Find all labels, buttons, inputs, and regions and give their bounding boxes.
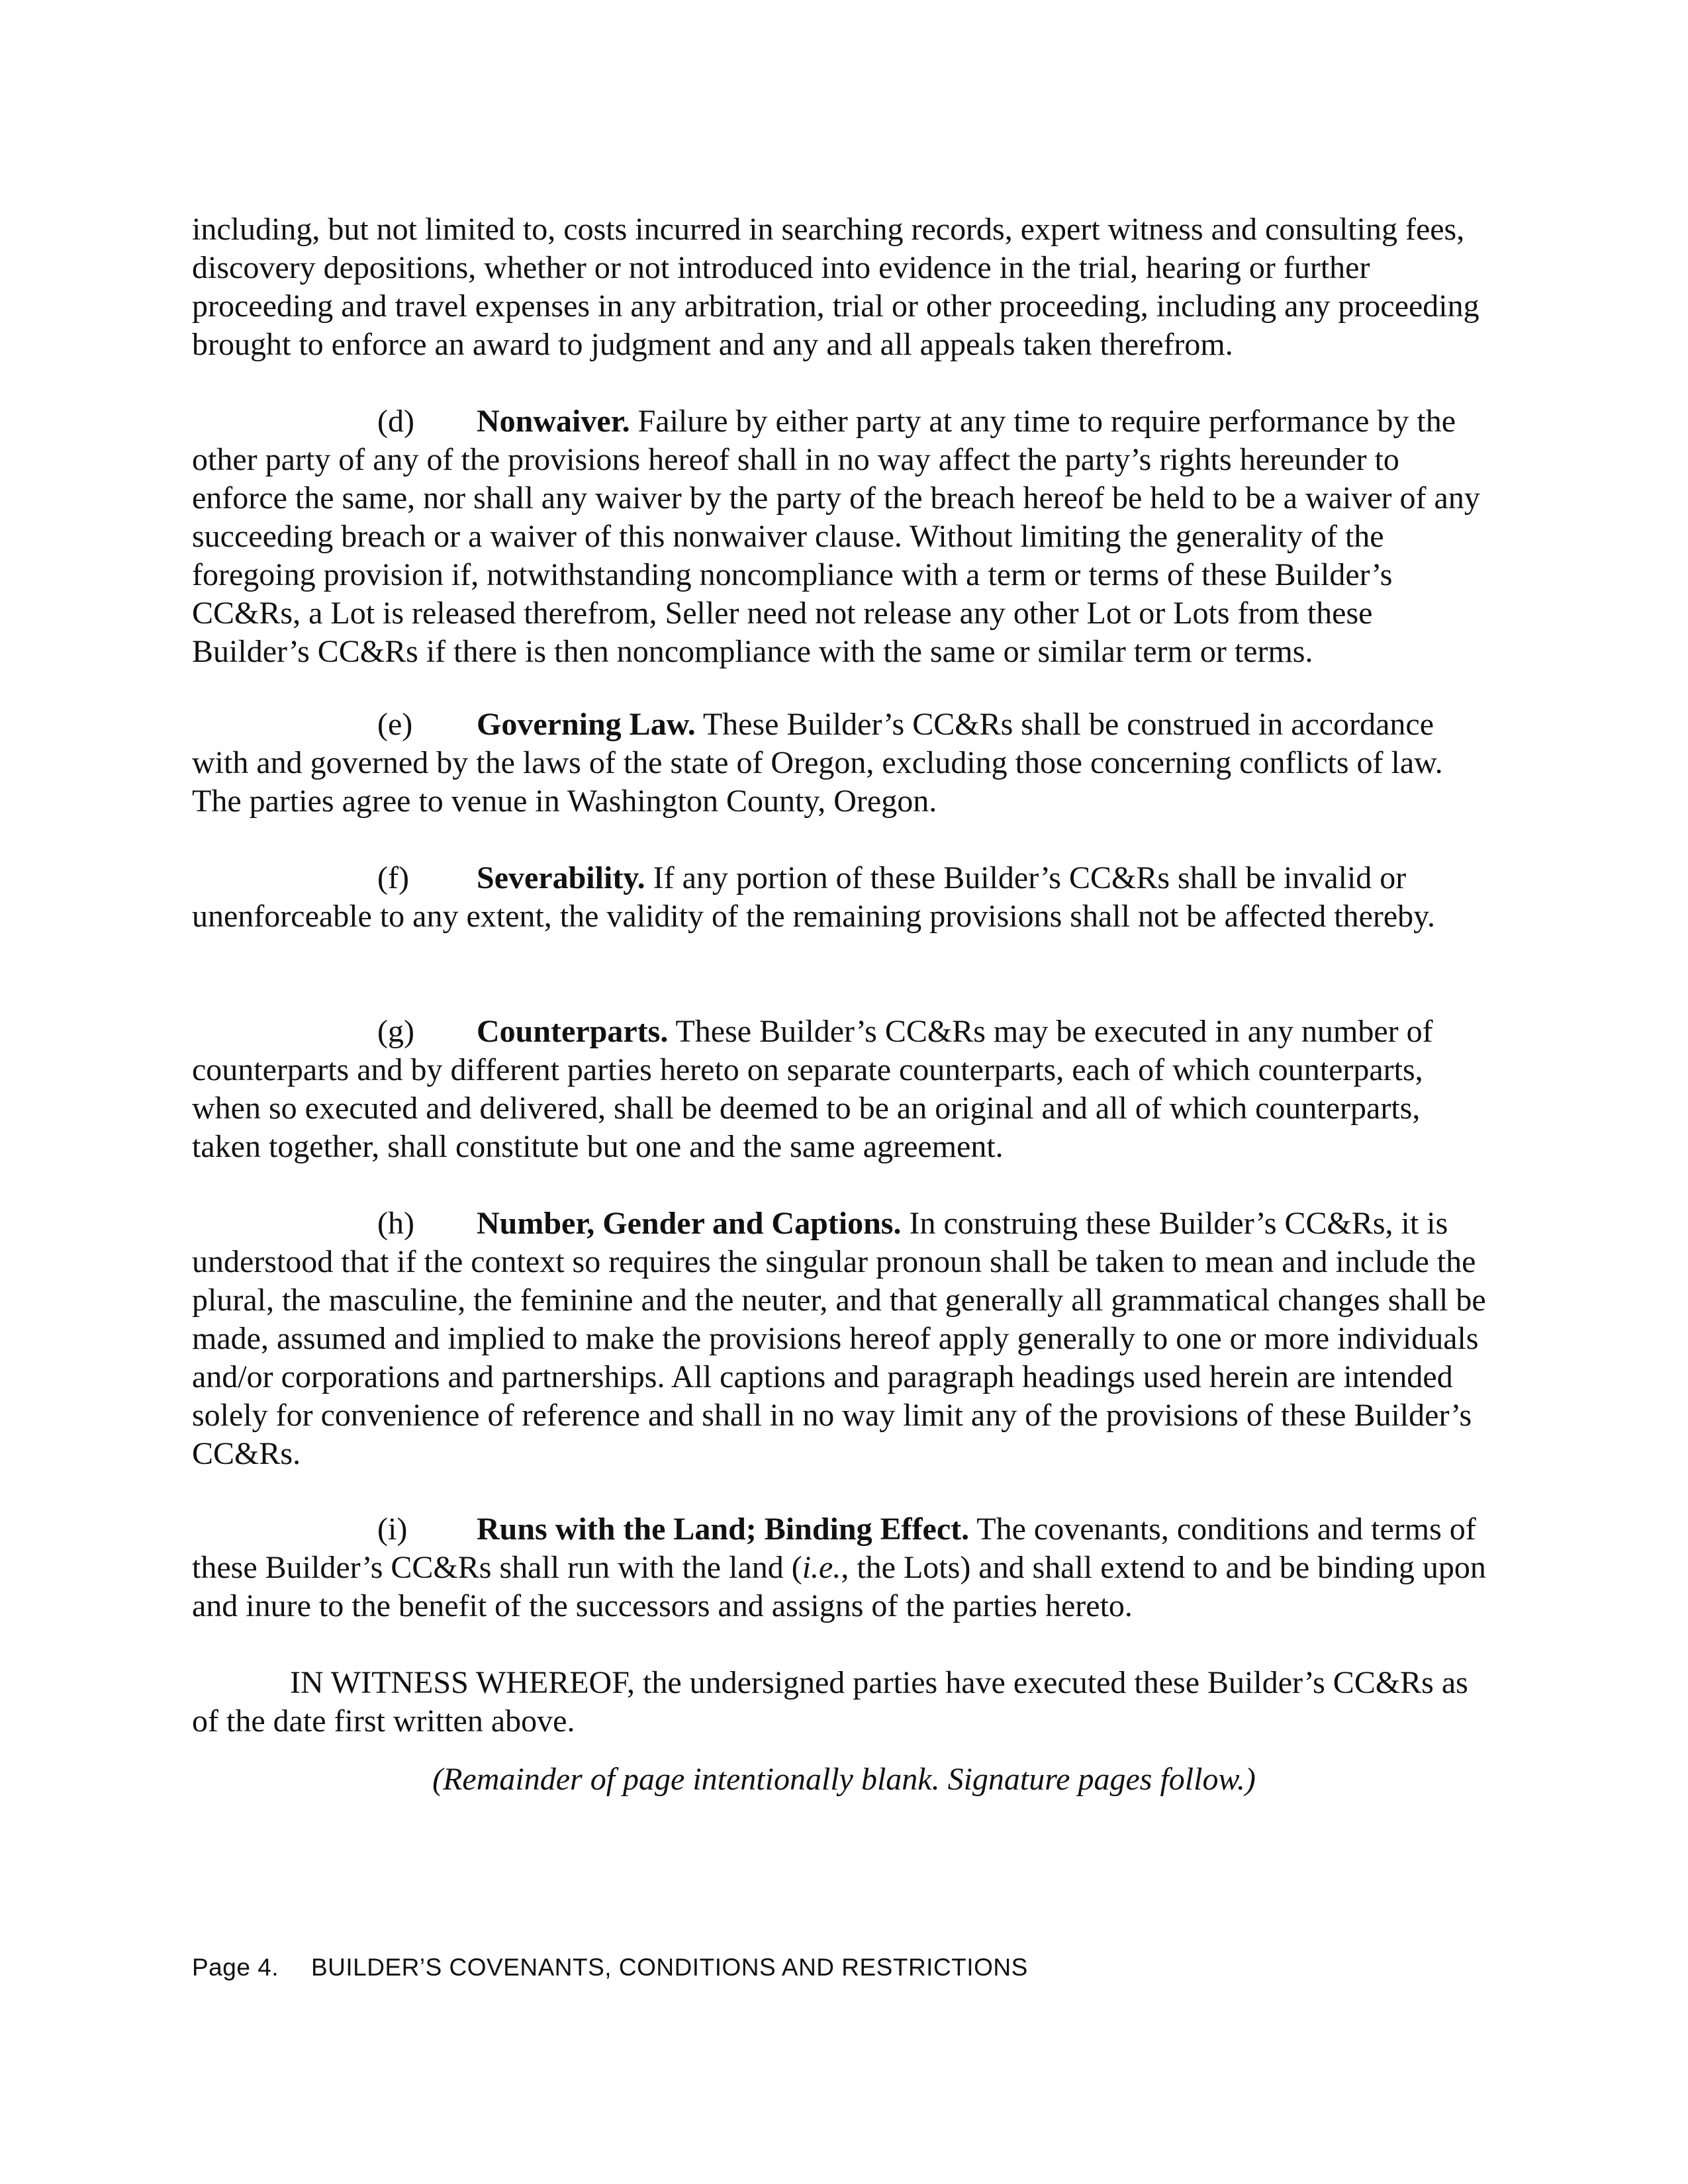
section-f-heading: Severability. — [477, 860, 645, 895]
section-f-paragraph — [192, 859, 1496, 936]
page-footer — [192, 1954, 1028, 1981]
section-i-text-before: The covenants, conditions and terms of these Builder’s CC&Rs shall run with the land ( — [192, 1512, 1476, 1585]
section-f-mark: (f) — [377, 860, 409, 895]
section-g-heading: Counterparts. — [477, 1014, 669, 1049]
section-g-paragraph — [192, 1013, 1496, 1166]
section-e-paragraph — [192, 705, 1496, 821]
section-d-mark: (d) — [377, 404, 414, 439]
remainder-note: (Remainder of page intentionally blank. Signature pages follow.) — [432, 1762, 1256, 1797]
section-d-text: Failure by either party at any time to require performance by the other party of any of the provisions hereof shall in no way affect the party’s rights hereunder to enforce the same, nor shall any waiver by the party of the breach hereof be held to be a waiver of any succeeding breach or a waiver of this nonwaiver clause. Without limiting the generality of the foregoing provision if, notwithstanding noncompliance with a term or terms of these Builder’s CC&Rs, a Lot is released therefrom, Seller need not release any other Lot or Lots from these Builder’s CC&Rs if there is then noncompliance with the same or similar term or terms. — [192, 404, 1480, 669]
section-h-text: In construing these Builder’s CC&Rs, it is understood that if the context so requires the singular pronoun shall be taken to mean and include the plural, the masculine, the feminine and the neuter, and that generally all grammatical changes shall be made, assumed and implied to make the provisions hereof apply generally to one or more individuals and/or corporations and partnerships. All captions and paragraph headings used herein are intended solely for convenience of reference and shall in no way limit any of the provisions of these Builder’s CC&Rs. — [192, 1206, 1486, 1471]
section-d-paragraph — [192, 402, 1496, 671]
section-e-text: These Builder’s CC&Rs shall be construed in accordance with and governed by the laws of the state of Oregon, excluding those concerning conflicts of law. The parties agree to venue in Washington County, Oregon. — [192, 707, 1443, 819]
section-i-text-italic: i.e. — [802, 1550, 841, 1585]
section-i-paragraph — [192, 1510, 1496, 1625]
section-g-text: These Builder’s CC&Rs may be executed in any number of counterparts and by different parties hereto on separate counterparts, each of which counterparts, when so executed and delivered, shall be deemed to be an original and all of which counterparts, taken together, shall constitute but one and the same agreement. — [192, 1014, 1433, 1164]
section-e-heading: Governing Law. — [477, 707, 696, 742]
witness-paragraph: IN WITNESS WHEREOF, the undersigned parties have executed these Builder’s CC&Rs as of the date first written above. — [192, 1665, 1468, 1739]
section-i-mark: (i) — [377, 1512, 408, 1547]
section-d-heading: Nonwaiver. — [477, 404, 630, 439]
footer-title: BUILDER’S COVENANTS, CONDITIONS AND RESTRICTIONS — [311, 1954, 1028, 1981]
intro-paragraph: including, but not limited to, costs incurred in searching records, expert witness and consulting fees, discovery depositions, whether or not introduced into evidence in the trial, hearing or further proceeding and travel expenses in any arbitration, trial or other proceeding, including any proceeding brought to enforce an award to judgment and any and all appeals taken therefrom. — [192, 212, 1479, 362]
section-h-paragraph — [192, 1205, 1496, 1473]
section-i-heading: Runs with the Land; Binding Effect. — [477, 1512, 970, 1547]
section-g-mark: (g) — [377, 1014, 414, 1049]
section-h-mark: (h) — [377, 1206, 414, 1241]
footer-page-label: Page 4. — [192, 1954, 279, 1981]
section-e-mark: (e) — [377, 707, 413, 742]
section-h-heading: Number, Gender and Captions. — [477, 1206, 902, 1241]
section-f-text: If any portion of these Builder’s CC&Rs shall be invalid or unenforceable to any extent, the validity of the remaining provisions shall not be affected thereby. — [192, 860, 1436, 934]
section-i-text-after: , the Lots) and shall extend to and be binding upon and inure to the benefit of the successors and assigns of the parties hereto. — [192, 1550, 1486, 1623]
